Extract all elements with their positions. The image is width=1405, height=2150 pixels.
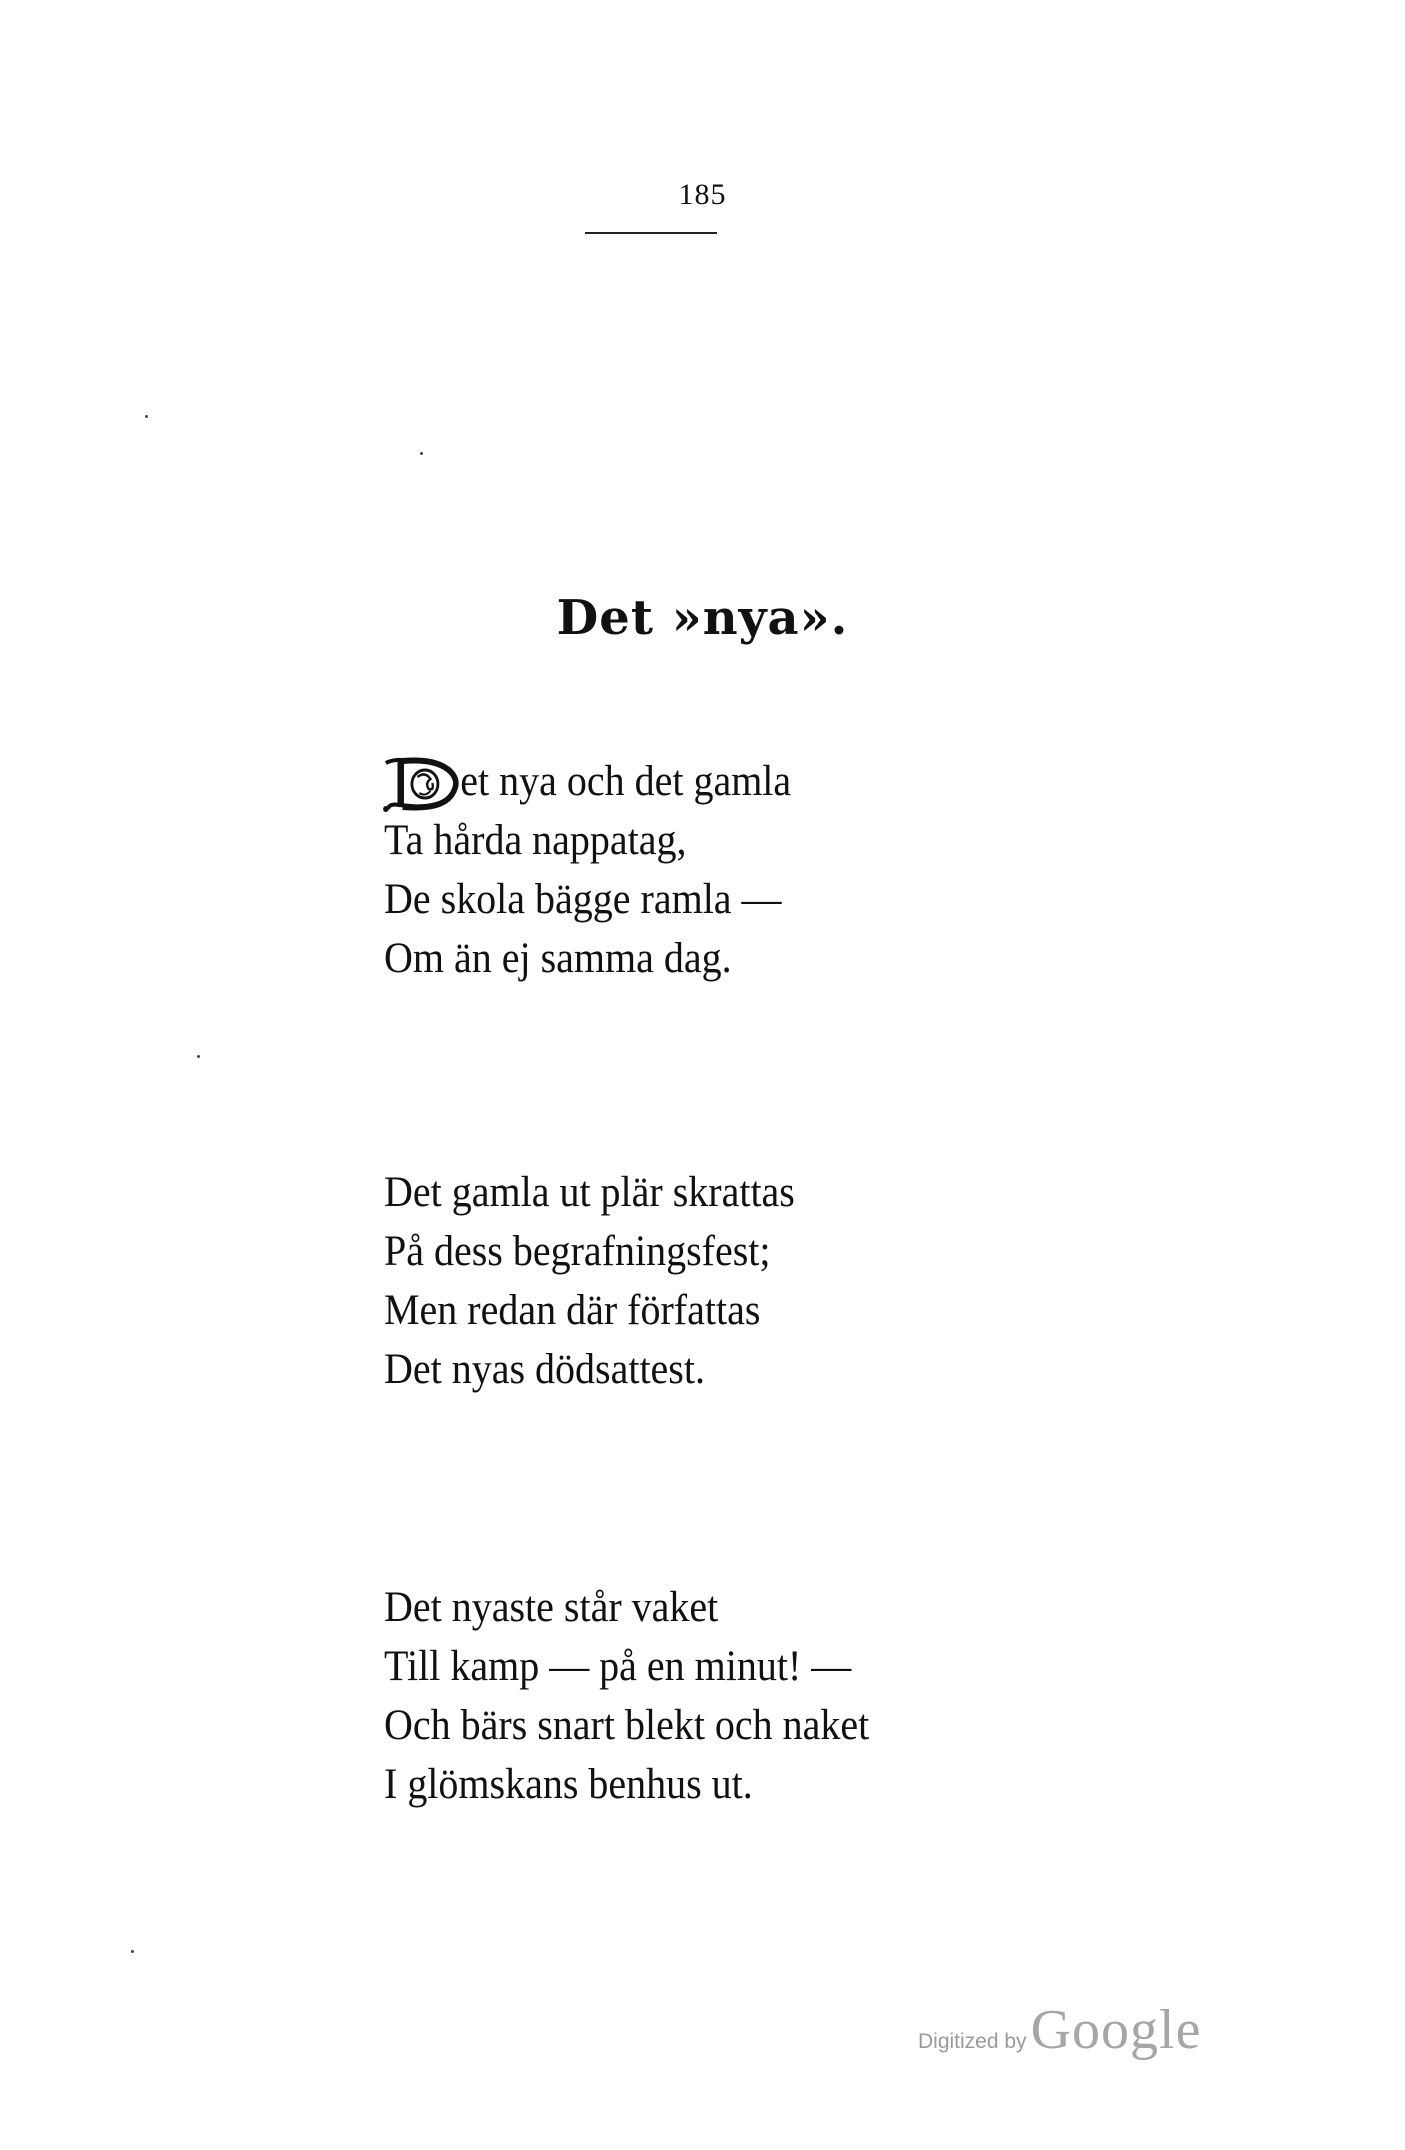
poem-line: Till kamp — på en minut! — <box>384 1643 852 1690</box>
poem-line: De skola bägge ramla — <box>384 876 782 923</box>
stanza <box>384 1578 1104 1814</box>
poem-title: Det »nya». <box>556 590 849 646</box>
ornate-dropcap-icon <box>382 755 460 815</box>
poem-line: I glömskans benhus ut. <box>384 1761 753 1808</box>
scan-speck <box>420 452 423 455</box>
page-number: 185 <box>678 178 727 211</box>
poem-line: På dess begrafningsfest; <box>384 1228 771 1275</box>
poem-line: Och bärs snart blekt och naket <box>384 1702 870 1749</box>
poem-line: Ta hårda nappatag, <box>384 817 687 864</box>
google-logo: Google <box>1030 1999 1202 2061</box>
poem-line: Det nyas dödsattest. <box>384 1346 705 1393</box>
poem-line: Men redan där författas <box>384 1287 761 1334</box>
poem-line: Det gamla ut plär skrattas <box>384 1169 795 1216</box>
watermark-prefix: Digitized by <box>918 2030 1027 2053</box>
poem-line <box>384 752 1054 811</box>
poem-line: Det nyaste står vaket <box>384 1584 719 1631</box>
scan-speck <box>197 1055 200 1058</box>
page-number-rule <box>585 232 717 234</box>
scan-speck <box>145 415 148 418</box>
stanza <box>384 752 1104 988</box>
scan-speck <box>131 1950 134 1953</box>
poem-line-text: et nya och det gamla <box>460 758 792 805</box>
stanza <box>384 1163 1104 1399</box>
digitized-watermark <box>918 1998 1201 2062</box>
poem-line: Om än ej samma dag. <box>384 935 732 982</box>
